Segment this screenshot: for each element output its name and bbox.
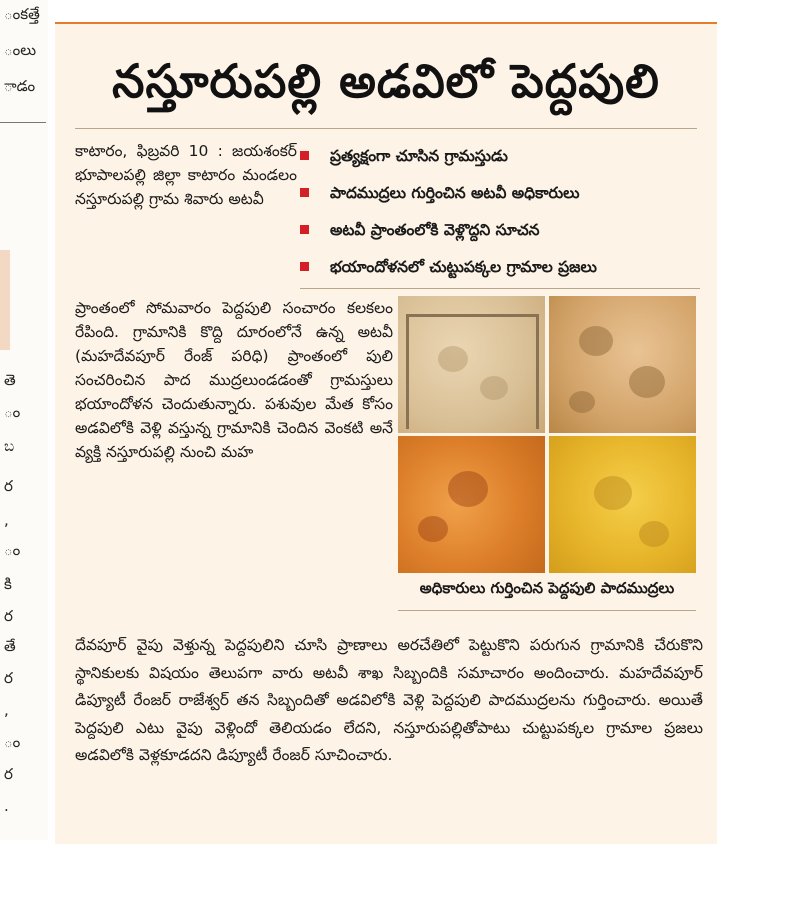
pugmark-photo-grid (398, 296, 696, 574)
highlights-list (300, 142, 700, 290)
fragment-char: ర (4, 477, 13, 495)
highlight-item (300, 142, 700, 179)
highlight-text: భయాందోళనలో చుట్టుపక్కల గ్రామాల ప్రజలు (330, 258, 597, 276)
fragment-char: తే (4, 637, 16, 655)
fragment-char: , (4, 701, 9, 719)
pugmark-photo (549, 296, 696, 433)
bullet-square-icon (300, 225, 309, 234)
fragment-line: ంలు (4, 41, 37, 59)
fragment-char: ర (4, 669, 13, 687)
fragment-line: ంకత్తే (4, 5, 40, 23)
fragment-char: , (4, 511, 9, 529)
adjacent-column-fragment (0, 0, 48, 840)
fragment-line: ాడం (4, 77, 36, 95)
article-headline: నస్తూరుపల్లి అడవిలో పెద్దపులి (112, 54, 660, 108)
pugmark-photo (398, 436, 545, 573)
fragment-char: ం (4, 541, 21, 559)
fragment-char: . (4, 797, 9, 815)
article-intro-text: కాటారం, ఫిబ్రవరి 10 : జయశంకర్ భూపాలపల్లి జిల్లా కాటారం మండలం నస్తూరుపల్లి గ్రామ శివారు అటవీ (75, 142, 297, 208)
measuring-stick (406, 314, 409, 429)
pugmark (579, 326, 613, 356)
photo-caption: అధికారులు గుర్తించిన పెద్దపులి పాదముద్రలు (419, 579, 675, 597)
article-body-continued: దేవపూర్ వైపు వెళ్తున్న పెద్దపులిని చూసి ప్రాణాలు అరచేతిలో పెట్టుకొని పరుగున గ్రామానికి చేరుకొని స్థానికులకు విషయం తెలుపగా వారు అటవీ శాఖ సిబ్బందికి సమాచారం అందించారు. మహదేవపూర్ డిప్యూటీ రేంజర్ రాజేశ్వర్ తన సిబ్బందితో అడవిలోకి వెళ్లి పెద్దపులి పాదముద్రలను గుర్తించారు. అయితే పెద్దపులి ఎటు వైపు వెళ్లిందో తెలియడం లేదని, నస్తూరుపల్లితోపాటు చుట్టుపక్కల గ్రామాల ప్రజలు అడవిలోకి వెళ్లకూడదని డిప్యూటీ రేంజర్ సూచించారు. (75, 636, 703, 764)
fragment-char: ం (4, 733, 21, 751)
bullet-square-icon (300, 151, 309, 160)
fragment-divider (0, 122, 46, 123)
fragment-tint (0, 250, 10, 350)
pugmark (629, 366, 665, 398)
pugmark (480, 376, 508, 400)
highlight-text: పాదముద్రలు గుర్తించిన అటవీ అధికారులు (330, 184, 580, 202)
pugmark (569, 391, 595, 413)
bullet-square-icon (300, 188, 309, 197)
highlight-item (300, 216, 700, 253)
measuring-stick (408, 314, 538, 317)
article-body-text: ప్రాంతంలో సోమవారం పెద్దపులి సంచారం కలకలం రేపింది. గ్రామానికి కొద్ది దూరంలోనే ఉన్న అటవీ (మహదేవపూర్ రేంజ్ పరిధి) ప్రాంతంలో పులి సంచరించిన పాద ముద్రలుండడంతో గ్రామస్తులు భయాందోళన చెందుతున్నారు. పశువుల మేత కోసం అడవిలోకి వెళ్లి వస్తున్న గ్రామానికి చెందిన వెంకటి అనే వ్యక్తి నస్తూరుపల్లి నుంచి మహ (75, 299, 393, 461)
fragment-char: ర (4, 765, 13, 783)
highlight-item (300, 253, 700, 290)
news-article (55, 22, 717, 844)
pugmark (438, 346, 468, 372)
pugmark-photo (398, 296, 545, 433)
pugmark (418, 516, 448, 542)
pugmark (448, 471, 488, 507)
highlight-item (300, 179, 700, 216)
headline-divider (75, 128, 697, 129)
fragment-char: ం (4, 403, 21, 421)
fragment-char: ಬ (4, 437, 15, 455)
pugmark (639, 521, 669, 547)
highlights-divider (300, 288, 700, 289)
fragment-char: ర (4, 607, 13, 625)
bullet-square-icon (300, 262, 309, 271)
fragment-char: కి (4, 575, 12, 593)
pugmark (594, 476, 632, 510)
highlight-text: అటవీ ప్రాంతంలోకి వెళ్లొద్దని సూచన (330, 221, 540, 239)
pugmark-photo (549, 436, 696, 573)
caption-divider (398, 610, 696, 611)
fragment-char: తె (4, 371, 16, 389)
highlight-text: ప్రత్యక్షంగా చూసిన గ్రామస్తుడు (330, 147, 508, 165)
measuring-stick (536, 314, 539, 429)
